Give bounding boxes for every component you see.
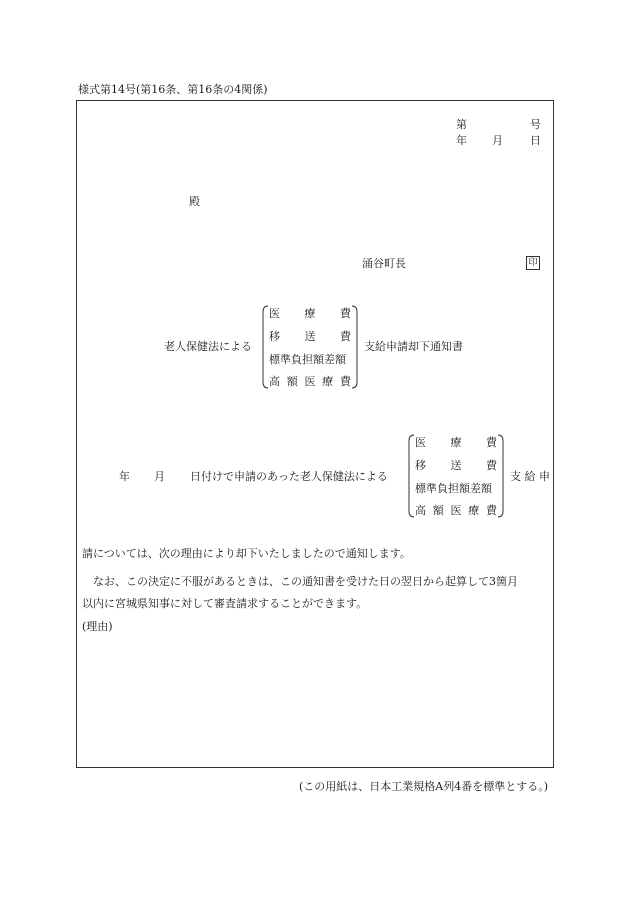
- date-month: 月: [492, 134, 503, 147]
- bracket-item-text: 標準負担額差額: [269, 353, 346, 366]
- body-suffix: 支 給 申: [510, 470, 550, 483]
- footer-note: (この用紙は、日本工業規格A列4番を標準とする。): [298, 780, 548, 793]
- form-number-label: 様式第14号(第16条、第16条の4関係): [78, 83, 268, 96]
- addressee-tono: 殿: [189, 195, 200, 208]
- bracket-item-text: 額: [286, 375, 298, 388]
- bracket-item-text: 療: [450, 436, 462, 449]
- bracket-item-text: 費: [486, 436, 497, 449]
- bracket-item-text: 高: [415, 504, 426, 517]
- bracket-item: [269, 308, 351, 319]
- title-prefix: 老人保健法による: [164, 340, 252, 353]
- bracket-item: [269, 354, 351, 365]
- sender-title: 涌谷町長: [362, 257, 406, 270]
- bracket-item: [415, 505, 497, 516]
- body-text: 日付けで申請のあった老人保健法による: [190, 470, 388, 483]
- bracket-item: [415, 437, 497, 448]
- right-bracket: [352, 306, 357, 388]
- paragraph-line-3: 以内に宮城県知事に対して審査請求することができます。: [82, 597, 368, 610]
- title-brace-group: [260, 304, 360, 390]
- seal-mark: 印: [526, 256, 540, 270]
- date-year: 年: [456, 134, 467, 147]
- bracket-item: [415, 483, 497, 494]
- bracket-item-text: 医: [450, 504, 462, 517]
- body-month: 月: [154, 470, 165, 483]
- body-brace-group: [406, 433, 506, 519]
- bracket-item-text: 療: [304, 307, 316, 320]
- bracket-item-text: 費: [340, 375, 351, 388]
- bracket-item-text: 額: [432, 504, 444, 517]
- bracket-item: [269, 331, 351, 342]
- bracket-item-text: 標準負担額差額: [415, 482, 492, 495]
- bracket-item-text: 費: [486, 504, 497, 517]
- right-bracket: [498, 435, 503, 517]
- bracket-item-text: 移: [269, 330, 280, 343]
- date-day: 日: [530, 134, 541, 147]
- number-dai: 第: [456, 118, 467, 131]
- bracket-item-text: 療: [322, 375, 334, 388]
- bracket-item-text: 医: [304, 375, 316, 388]
- bracket-item-text: 医: [269, 307, 280, 320]
- number-gou: 号: [530, 118, 541, 131]
- bracket-item-text: 費: [486, 459, 497, 472]
- bracket-item-text: 高: [269, 375, 280, 388]
- bracket-item-text: 医: [415, 436, 426, 449]
- left-bracket: [263, 306, 268, 388]
- reason-label: (理由): [82, 620, 113, 633]
- title-suffix: 支給申請却下通知書: [364, 340, 463, 353]
- bracket-item-text: 費: [340, 307, 351, 320]
- bracket-item-text: 送: [304, 330, 316, 343]
- bracket-item: [415, 460, 497, 471]
- bracket-item-text: 送: [450, 459, 462, 472]
- paragraph-line-1: 請については、次の理由により却下いたしましたので通知します。: [82, 547, 411, 560]
- bracket-item-text: 療: [468, 504, 480, 517]
- paragraph-line-2: なお、この決定に不服があるときは、この通知書を受けた日の翌日から起算して3箇月: [93, 575, 518, 588]
- body-year: 年: [119, 470, 130, 483]
- bracket-item-text: 費: [340, 330, 351, 343]
- bracket-item: [269, 376, 351, 387]
- bracket-item-text: 移: [415, 459, 426, 472]
- left-bracket: [409, 435, 414, 517]
